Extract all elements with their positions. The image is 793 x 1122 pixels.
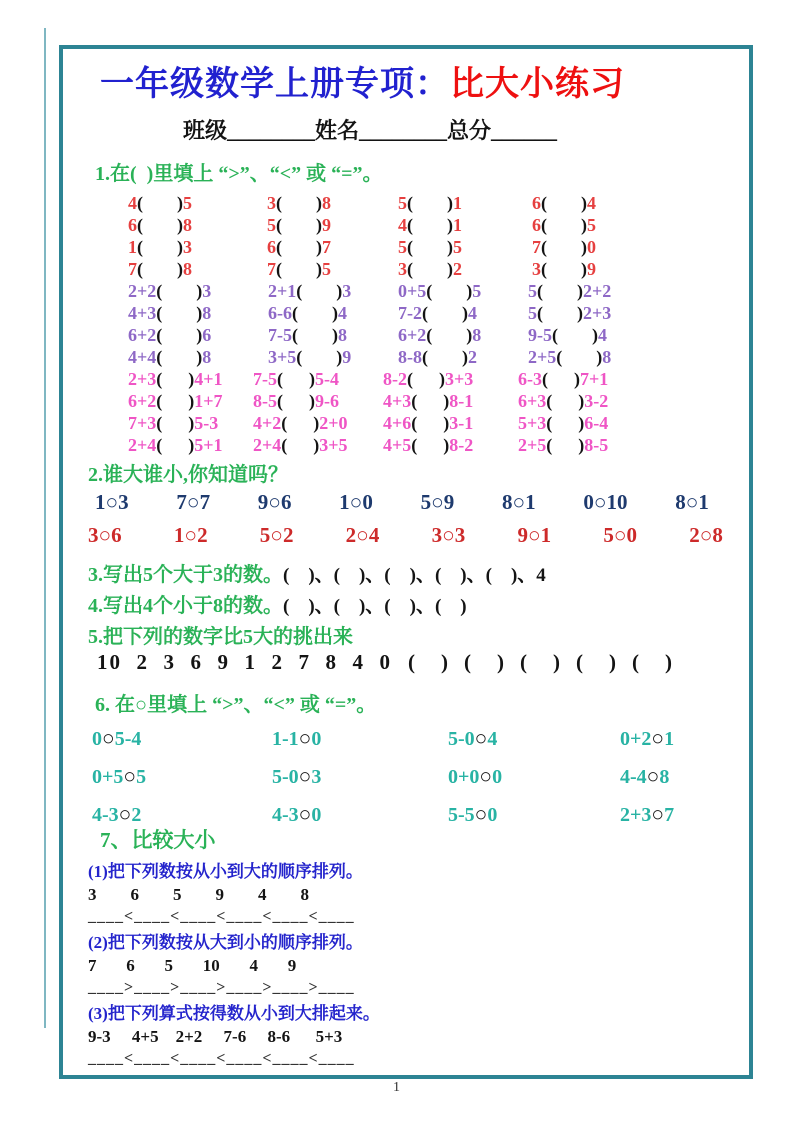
section6-heading: 6. 在○里填上 “>”、“<” 或 “=”。: [95, 694, 377, 716]
circle-compare-cell: 0+5○5: [92, 764, 147, 788]
comparison-cell: 6( )4: [532, 193, 596, 213]
s2-row-1: [95, 490, 709, 515]
ordering-numbers: 3 6 5 9 4 8: [88, 885, 309, 904]
comparison-cell: 8-2( )3+3: [383, 369, 474, 389]
ordering-exercise: [88, 931, 688, 999]
comparison-cell: 3( )8: [267, 193, 331, 213]
circle-compare-item: 2○4: [345, 523, 380, 547]
comparison-cell: 3( )2: [398, 259, 462, 279]
comparison-cell: 5( )2+3: [528, 303, 612, 323]
comparison-cell: 4( )1: [398, 215, 462, 235]
section3-line: [88, 558, 546, 587]
comparison-cell: 5( )9: [267, 215, 331, 235]
ordering-label: (1)把下列数按从小到大的顺序排列。: [88, 862, 363, 881]
ordering-numbers: 7 6 5 10 4 9: [88, 956, 297, 975]
answer-paren: ( ): [520, 650, 560, 674]
circle-compare-cell: 2+3○7: [620, 802, 675, 826]
circle-compare-item: 5○2: [259, 523, 294, 547]
circle-compare-cell: 5-0○3: [272, 764, 322, 788]
circle-compare-item: 8○1: [675, 490, 709, 514]
answer-paren: ( ): [464, 650, 504, 674]
circle-compare-item: 1○2: [173, 523, 208, 547]
page-edge-line: [44, 28, 46, 1028]
circle-compare-cell: 0+2○1: [620, 726, 675, 750]
comparison-cell: 4( )5: [128, 193, 192, 213]
section1-heading: 1.在( )里填上 “>”、“<” 或 “=”。: [95, 163, 383, 185]
circle-compare-cell: 0○5-4: [92, 726, 142, 750]
comparison-cell: 3( )9: [532, 259, 596, 279]
ordering-label: (2)把下列数按从大到小的顺序排列。: [88, 933, 363, 952]
comparison-cell: 8-5( )9-6: [253, 391, 339, 411]
comparison-cell: 8-8( )2: [398, 347, 477, 367]
comparison-block: [128, 368, 708, 456]
comparison-cell: 9-5( )4: [528, 325, 607, 345]
comparison-cell: 2+4( )5+1: [128, 435, 223, 455]
comparison-cell: 2+5( )8: [528, 347, 612, 367]
ordering-label: (3)把下列算式按得数从小到大排起来。: [88, 1004, 380, 1023]
answer-paren: ( ): [576, 650, 616, 674]
circle-compare-item: 3○6: [88, 523, 122, 547]
comparison-cell: 7( )8: [128, 259, 192, 279]
comparison-cell: 2+2( )3: [128, 281, 212, 301]
section4-blanks: ( )、( )、( )、( ): [283, 596, 467, 617]
circle-compare-item: 7○7: [176, 490, 211, 514]
s5-parens: [392, 650, 672, 675]
comparison-cell: 7( )5: [267, 259, 331, 279]
comparison-cell: 4+3( )8-1: [383, 391, 474, 411]
comparison-cell: 6-3( )7+1: [518, 369, 609, 389]
ordering-numbers: 9-3 4+5 2+2 7-6 8-6 5+3: [88, 1027, 343, 1046]
comparison-cell: 6+2( )6: [128, 325, 212, 345]
page-title: [100, 56, 625, 105]
circle-compare-cell: 4-4○8: [620, 764, 670, 788]
comparison-cell: 4+6( )3-1: [383, 413, 474, 433]
ordering-blanks: ____<____<____<____<____<____: [88, 1050, 355, 1067]
ordering-blanks: ____<____<____<____<____<____: [88, 908, 355, 925]
circle-compare-cell: 4-3○0: [272, 802, 322, 826]
comparison-block: [128, 192, 708, 280]
ordering-exercise: [88, 860, 688, 928]
answer-paren: ( ): [408, 650, 448, 674]
circle-compare-item: 0○10: [583, 490, 628, 514]
comparison-cell: 3+5( )9: [268, 347, 352, 367]
comparison-cell: 7( )0: [532, 237, 596, 257]
title-prefix: 一年级数学上册专项：: [100, 66, 450, 103]
comparison-cell: 2+3( )4+1: [128, 369, 223, 389]
comparison-cell: 2+5( )8-5: [518, 435, 609, 455]
comparison-cell: 6-6( )4: [268, 303, 347, 323]
circle-compare-item: 2○8: [689, 523, 723, 547]
comparison-cell: 4+5( )8-2: [383, 435, 474, 455]
comparison-cell: 5+3( )6-4: [518, 413, 609, 433]
student-info-line: 班级________姓名________总分______: [183, 118, 558, 143]
comparison-cell: 1( )3: [128, 237, 192, 257]
comparison-cell: 7+3( )5-3: [128, 413, 219, 433]
s6-grid: [92, 726, 674, 827]
ordering-exercise: [88, 1002, 688, 1070]
s7-items: [88, 860, 688, 1073]
comparison-cell: 6( )7: [267, 237, 331, 257]
section3-blanks: ( )、( )、( )、( )、( )、4: [283, 565, 546, 586]
circle-compare-item: 9○6: [257, 490, 292, 514]
circle-compare-item: 8○1: [501, 490, 536, 514]
comparison-cell: 7-5( )5-4: [253, 369, 339, 389]
circle-compare-item: 5○0: [603, 523, 638, 547]
comparison-cell: 6+2( )8: [398, 325, 482, 345]
circle-compare-cell: 0+0○0: [448, 764, 503, 788]
page-number: 1: [393, 1080, 400, 1095]
comparison-cell: 7-2( )4: [398, 303, 477, 323]
circle-compare-item: 9○1: [517, 523, 552, 547]
circle-compare-cell: 5-0○4: [448, 726, 498, 750]
s2-row-2: [88, 523, 723, 548]
comparison-cell: 5( )2+2: [528, 281, 612, 301]
comparison-cell: 5( )5: [398, 237, 462, 257]
circle-compare-item: 3○3: [431, 523, 466, 547]
comparison-cell: 6( )5: [532, 215, 596, 235]
comparison-cell: 4+4( )8: [128, 347, 212, 367]
section7-heading: 7、比较大小: [100, 828, 216, 852]
section5-heading: 5.把下列的数字比5大的挑出来: [88, 626, 353, 648]
circle-compare-cell: 4-3○2: [92, 802, 142, 826]
s5-number-line: [97, 650, 672, 675]
comparison-cell: 6+3( )3-2: [518, 391, 609, 411]
section4-line: [88, 589, 467, 618]
circle-compare-item: 1○3: [95, 490, 129, 514]
comparison-block: [128, 280, 708, 368]
section4-heading: 4.写出4个小于8的数。: [88, 595, 283, 617]
s5-numbers: 10 2 3 6 9 1 2 7 8 4 0: [97, 650, 392, 674]
circle-compare-cell: 5-5○0: [448, 802, 498, 826]
comparison-cell: 0+5( )5: [398, 281, 482, 301]
comparison-cell: 7-5( )8: [268, 325, 347, 345]
comparison-cell: 5( )1: [398, 193, 462, 213]
circle-compare-item: 1○0: [339, 490, 373, 514]
section2-heading: 2.谁大谁小,你知道吗？: [88, 464, 288, 486]
comparison-cell: 2+4( )3+5: [253, 435, 348, 455]
comparison-cell: 6+2( )1+7: [128, 391, 223, 411]
s1-blocks: [128, 192, 708, 456]
ordering-blanks: ____>____>____>____>____>____: [88, 979, 355, 996]
section3-heading: 3.写出5个大于3的数。: [88, 564, 283, 586]
answer-paren: ( ): [632, 650, 672, 674]
comparison-cell: 4+2( )2+0: [253, 413, 348, 433]
circle-compare-item: 5○9: [420, 490, 455, 514]
title-highlight: 比大小练习: [450, 66, 625, 103]
circle-compare-cell: 1-1○0: [272, 726, 322, 750]
comparison-cell: 6( )8: [128, 215, 192, 235]
comparison-cell: 4+3( )8: [128, 303, 212, 323]
comparison-cell: 2+1( )3: [268, 281, 352, 301]
